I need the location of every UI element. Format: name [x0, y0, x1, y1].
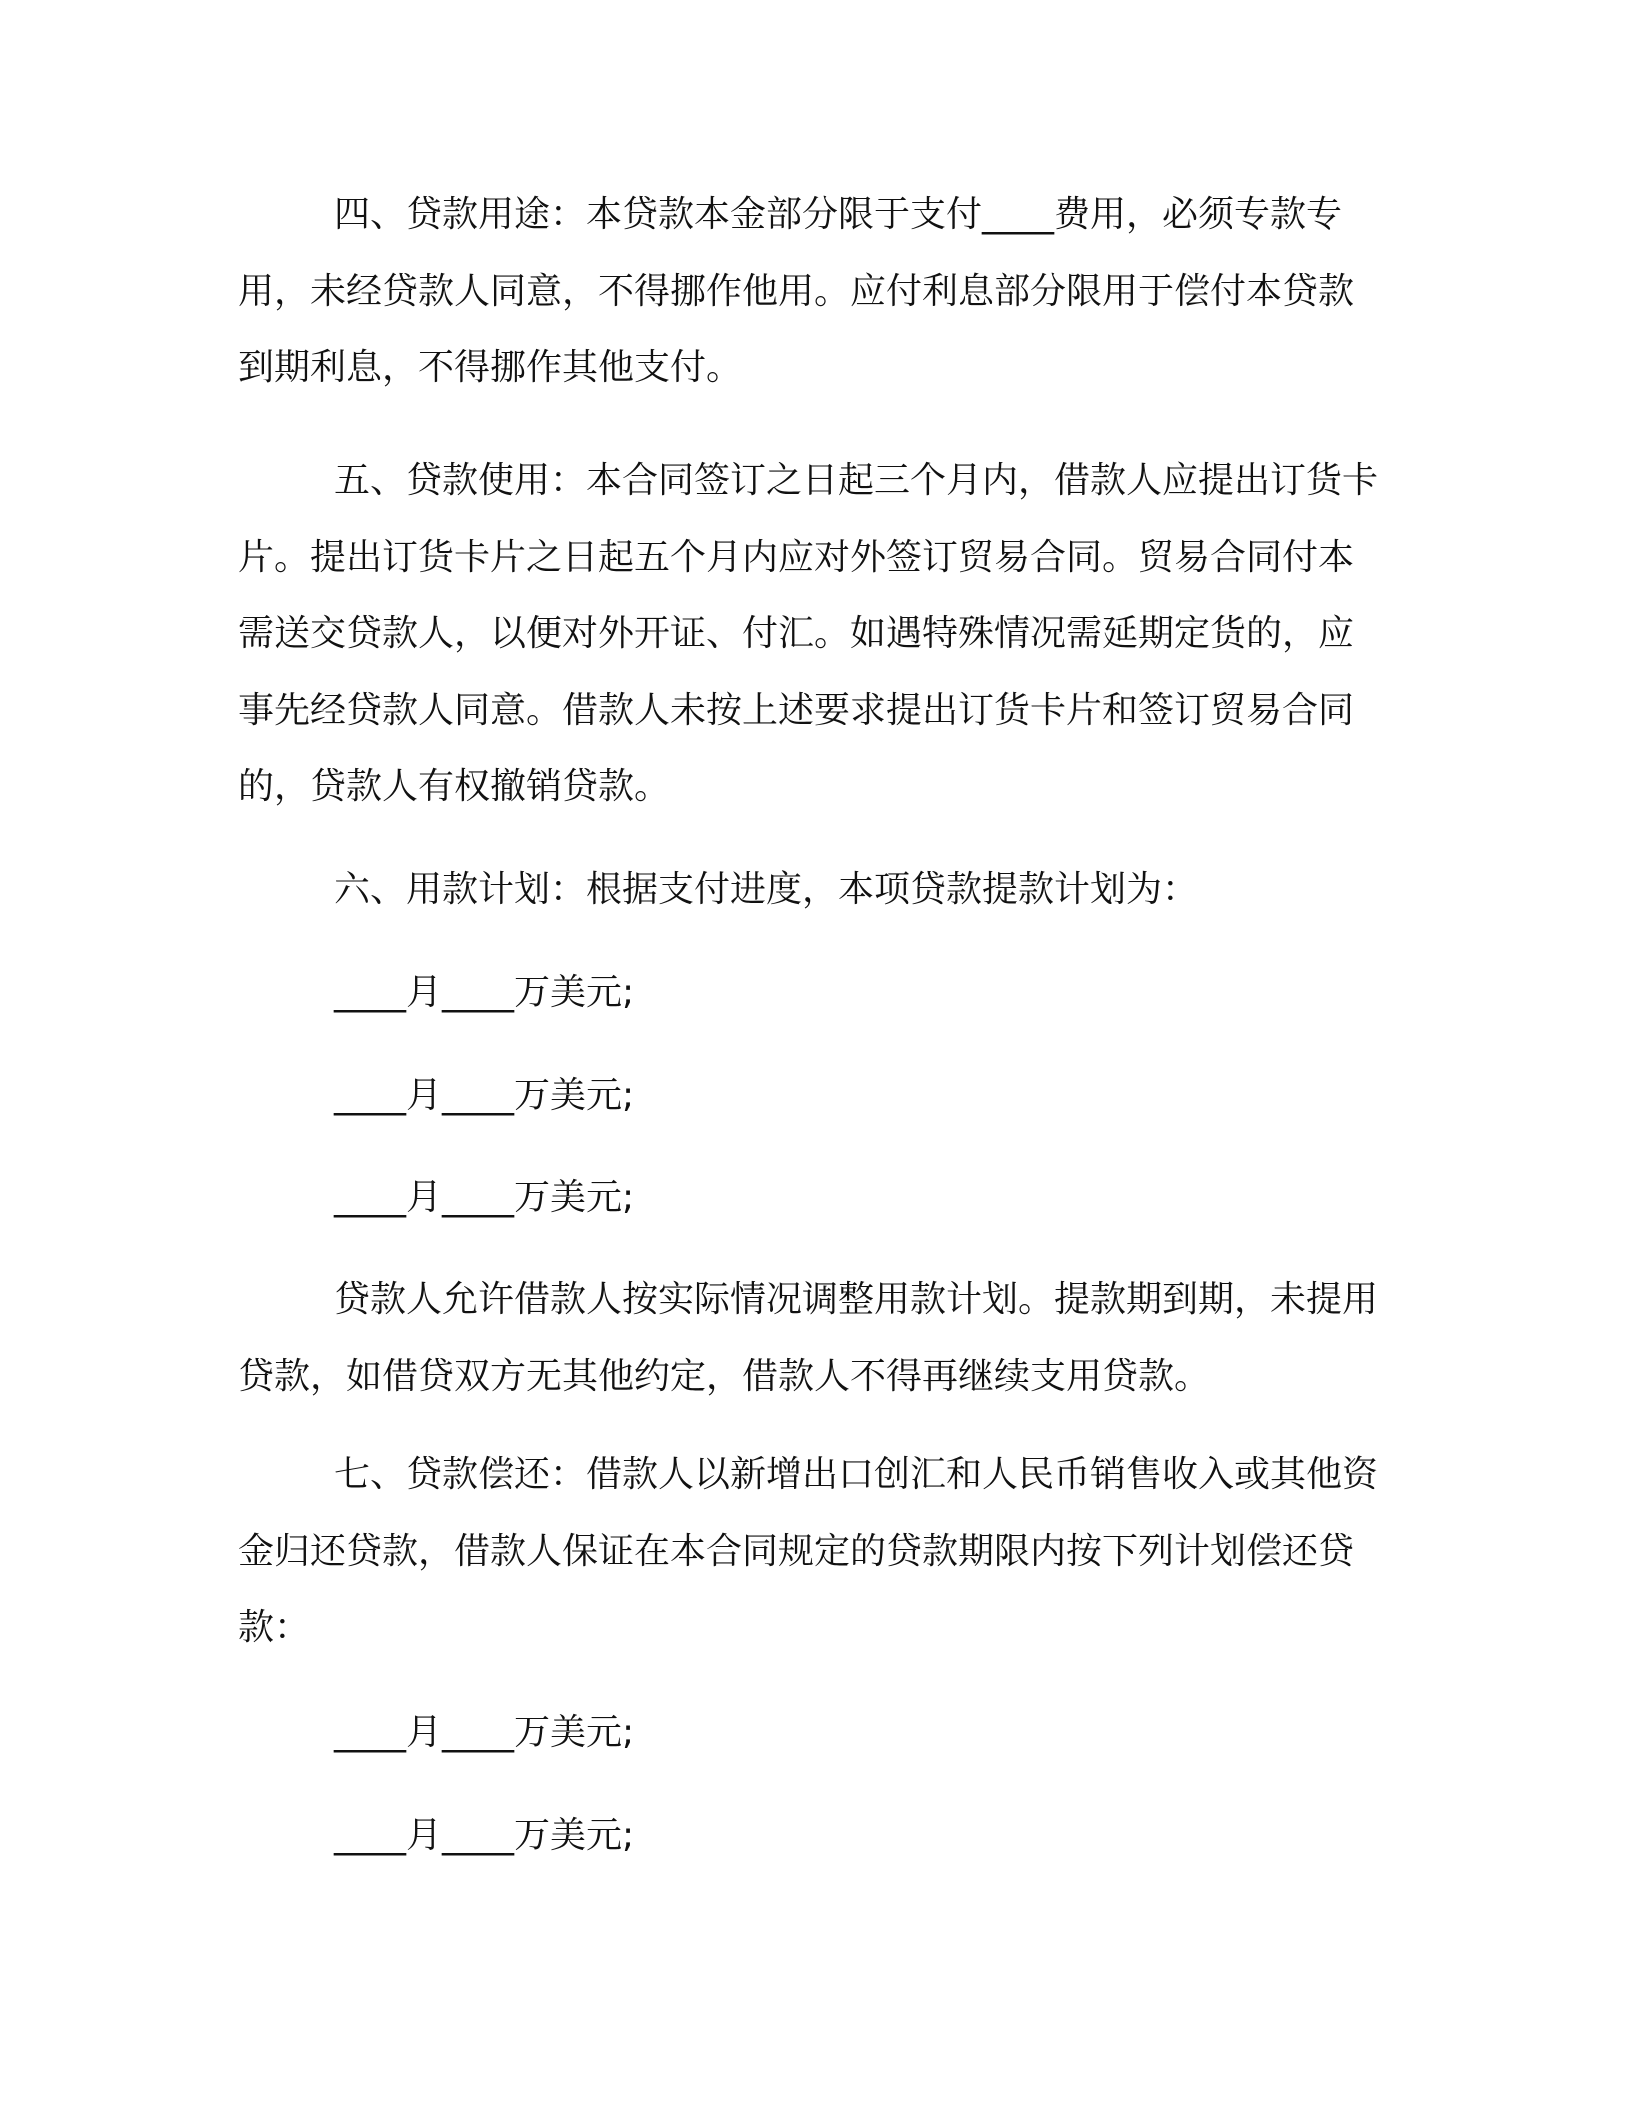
- repayment-plan-line: ____月____万美元;: [334, 1815, 635, 1856]
- clause-6-drawdown-plan: 六、用款计划：根据支付进度，本项贷款提款计划为：: [334, 869, 1199, 910]
- drawdown-plan-line: ____月____万美元;: [334, 1075, 635, 1116]
- drawdown-plan-line: ____月____万美元;: [334, 1177, 635, 1218]
- clause-7-loan-repayment: 七、贷款偿还：借款人以新增出口创汇和人民币销售收入或其他资金归还贷款，借款人保证在本合同规定的贷款期限内按下列计划偿还贷款：: [238, 1454, 1379, 1648]
- drawdown-plan-line: ____月____万美元;: [334, 972, 635, 1013]
- clause-5-loan-use: 五、贷款使用：本合同签订之日起三个月内，借款人应提出订货卡片。提出订货卡片之日起五个月内应对外签订贸易合同。贸易合同付本需送交贷款人，以便对外开证、付汇。如遇特殊情况需延期定货的，应事先经贷款人同意。借款人未按上述要求提出订货卡片和签订贸易合同的，贷款人有权撤销贷款。: [238, 460, 1379, 807]
- repayment-plan-line: ____月____万美元;: [334, 1712, 635, 1753]
- drawdown-adjustment-paragraph: 贷款人允许借款人按实际情况调整用款计划。提款期到期，未提用贷款，如借贷双方无其他约定，借款人不得再继续支用贷款。: [238, 1279, 1379, 1397]
- clause-4-loan-purpose: 四、贷款用途：本贷款本金部分限于支付____费用，必须专款专用，未经贷款人同意，不得挪作他用。应付利息部分限用于偿付本贷款到期利息，不得挪作其他支付。: [238, 194, 1355, 388]
